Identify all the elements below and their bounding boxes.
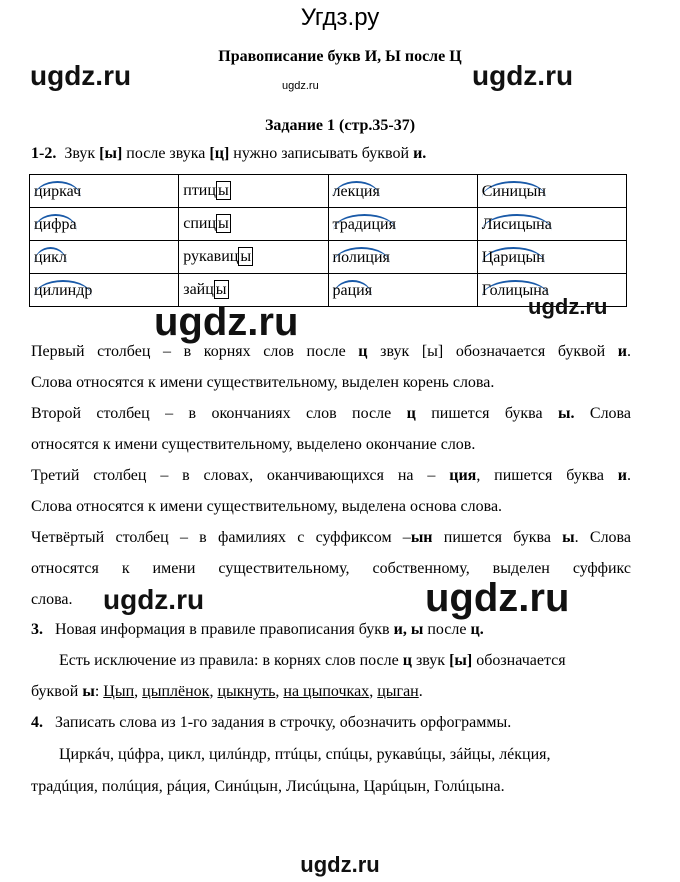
table-row [30,208,627,241]
root-mark: цилиндр [34,282,93,299]
watermark: ugdz.ru [300,852,380,877]
suffix-word: Голицына [481,282,549,299]
paragraph-3-line-2: Слова относятся к имени существительному, выделена основа слова. [31,498,503,515]
table-cell [477,175,626,208]
exception-word: цыган [377,683,419,700]
item-4-words-line-1: Циркáч, цúфра, цикл, цилúндр, птúцы, спúцы, рукавúцы, зáйцы, лéкция, [59,746,551,763]
table-cell [179,208,328,241]
paragraph-4-line-1: Четвёртый столбец – в фамилиях с суффиксом –ын пишется буква ы. Слова [31,529,632,546]
intro-text: нужно записывать буквой [229,145,414,162]
item-4-words-line-2: традúция, полúция, рáция, Синúцын, Лисúцына, Царúцын, Голúцына. [31,778,505,795]
table-cell [328,208,477,241]
watermark: ugdz.ru [154,300,299,344]
word-stem: рукавиц [183,248,239,265]
root-mark: циркач [34,183,82,200]
intro-text: Звук [64,145,100,162]
item-4-line-1: 4. Записать слова из 1-го задания в строчку, обозначить орфограммы. [31,714,512,731]
paragraph-1-line-2: Слова относятся к имени существительному, выделен корень слова. [31,374,495,391]
page-title: Правописание букв И, Ы после Ц [218,48,462,65]
watermark-small: ugdz.ru [282,80,319,92]
intro-letter: и. [413,145,427,162]
watermark: ugdz.ru [425,576,570,620]
ending-mark: ы [218,215,229,232]
intro-sound-ts: [ц] [209,145,230,162]
paragraph-2-line-2: относятся к имени существительному, выделено окончание слов. [31,436,476,453]
watermark: ugdz.ru [528,294,608,319]
table-cell [328,241,477,274]
intro-line [31,145,426,163]
exception-word: Цып [103,683,135,700]
suffix-word: Синицын [481,183,546,200]
table-row [30,241,627,274]
intro-text: после звука [122,145,210,162]
watermark: ugdz.ru [103,584,205,615]
item-3-line-3: буквой ы: Цып, цыплёнок, цыкнуть, на цыпочках, цыган. [31,683,423,700]
stem-mark: полиция [332,249,390,266]
paragraph-4-line-3: слова. [31,591,73,608]
intro-sound-y: [ы] [99,145,123,162]
suffix-word: Лисицына [481,216,552,233]
table-cell [477,208,626,241]
paragraph-1-line-1: Первый столбец – в корнях слов после ц звук [ы] обозначается буквой и. [31,343,632,360]
exception-word: цыплёнок [142,683,210,700]
item-number: 1-2. [31,145,57,162]
words-table [29,174,627,307]
ending-mark: ы [217,182,229,199]
suffix-word: Царицын [481,249,545,266]
paragraph-3-line-1: Третий столбец – в словах, оканчивающихся на – ция, пишется буква и. [31,467,632,484]
table-row [30,175,627,208]
ending-mark: ы [240,248,252,265]
exception-word: цыкнуть [217,683,276,700]
word-stem: спиц [183,215,217,232]
stem-mark: рация [332,282,373,299]
stem-mark: лекция [332,183,380,200]
paragraph-4-line-2: относятся к имени существительному, собственному, выделен суффикс [31,560,631,577]
table-cell [179,241,328,274]
item-3-line-1: 3. Новая информация в правиле правописания букв и, ы после ц. [31,621,484,638]
table-cell [30,208,179,241]
ending-mark: ы [215,281,227,298]
word-stem: зайц [183,281,214,298]
table-cell [30,175,179,208]
table-cell [179,175,328,208]
watermark: ugdz.ru [472,60,574,91]
table-cell [30,241,179,274]
task-title: Задание 1 (стр.35-37) [264,117,416,134]
site-title: Угдз.ру [300,4,380,31]
table-cell [328,274,477,307]
watermark: ugdz.ru [30,60,132,91]
table-cell [477,241,626,274]
stem-mark: традиция [332,216,396,233]
root-mark: цикл [34,249,67,266]
word-stem: птиц [183,182,216,199]
root-mark: цифра [34,216,77,233]
table-cell [328,175,477,208]
paragraph-2-line-1: Второй столбец – в окончаниях слов после ц пишется буква ы. Слова [31,405,632,422]
exception-word: на цыпочках [283,683,370,700]
item-3-line-2: Есть исключение из правила: в корнях слов после ц звук [ы] обозначается [59,652,566,669]
